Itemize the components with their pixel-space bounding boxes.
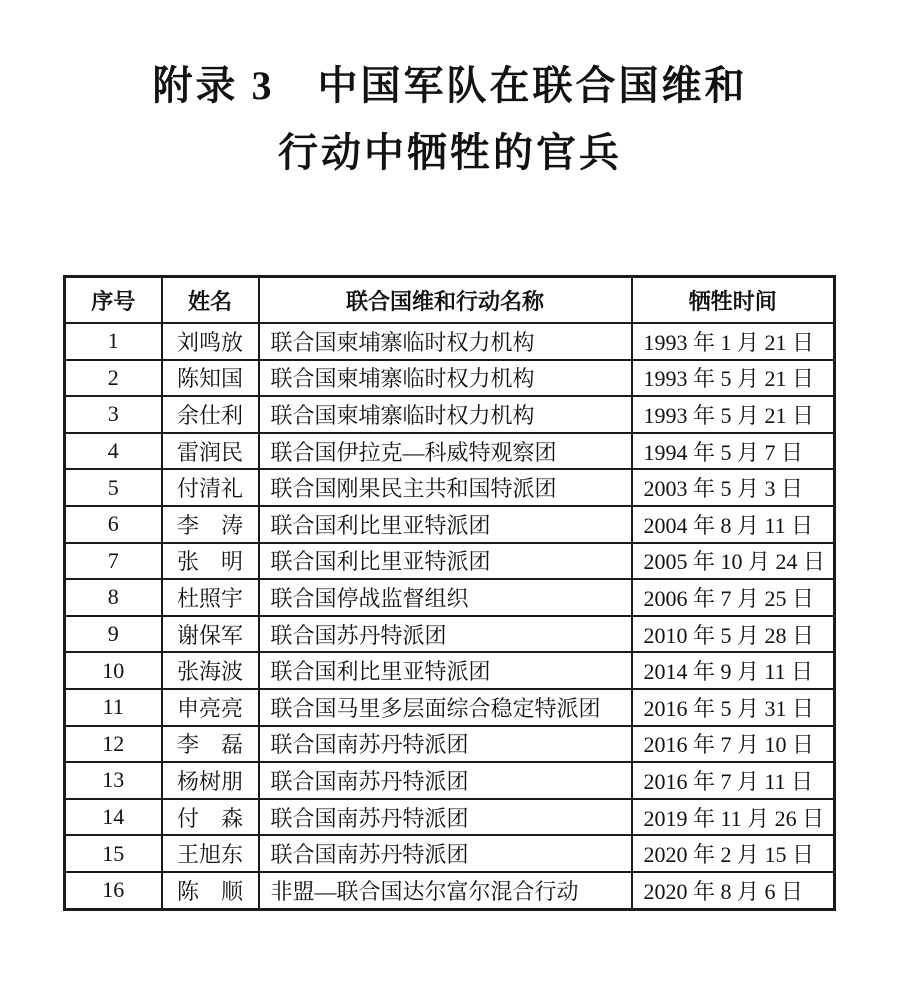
cell-date: 2010 年 5 月 28 日: [632, 616, 835, 653]
cell-operation: 联合国南苏丹特派团: [259, 835, 632, 872]
cell-name: 张 明: [162, 543, 259, 580]
cell-name: 刘鸣放: [162, 323, 259, 360]
cell-index: 12: [65, 726, 162, 763]
table-row: [65, 323, 835, 360]
header-cell-date: 牺牲时间: [632, 277, 835, 324]
cell-operation: 联合国苏丹特派团: [259, 616, 632, 653]
cell-operation: 联合国柬埔寨临时权力机构: [259, 323, 632, 360]
header-cell-name: 姓名: [162, 277, 259, 324]
cell-date: 2016 年 7 月 10 日: [632, 726, 835, 763]
cell-date: 2020 年 2 月 15 日: [632, 835, 835, 872]
cell-index: 2: [65, 360, 162, 397]
table-row: [65, 396, 835, 433]
table-row: [65, 835, 835, 872]
table-row: [65, 616, 835, 653]
cell-date: 2004 年 8 月 11 日: [632, 506, 835, 543]
casualties-table: [63, 275, 836, 911]
cell-index: 11: [65, 689, 162, 726]
cell-name: 杜照宇: [162, 579, 259, 616]
table-row: [65, 689, 835, 726]
header-cell-index: 序号: [65, 277, 162, 324]
table-body: [65, 323, 835, 909]
cell-operation: 联合国柬埔寨临时权力机构: [259, 396, 632, 433]
table-row: [65, 506, 835, 543]
table-row: [65, 543, 835, 580]
cell-index: 7: [65, 543, 162, 580]
cell-index: 10: [65, 652, 162, 689]
table-header: [65, 277, 835, 324]
cell-operation: 联合国南苏丹特派团: [259, 762, 632, 799]
cell-index: 1: [65, 323, 162, 360]
page-title-line-2: 行动中牺牲的官兵: [278, 130, 622, 175]
cell-name: 余仕利: [162, 396, 259, 433]
page-title: [0, 52, 900, 186]
cell-date: 2019 年 11 月 26 日: [632, 799, 835, 836]
header-row: [65, 277, 835, 324]
cell-index: 9: [65, 616, 162, 653]
cell-name: 雷润民: [162, 433, 259, 470]
cell-operation: 联合国南苏丹特派团: [259, 799, 632, 836]
table-row: [65, 762, 835, 799]
cell-index: 13: [65, 762, 162, 799]
cell-index: 14: [65, 799, 162, 836]
cell-date: 1993 年 5 月 21 日: [632, 396, 835, 433]
cell-name: 李 涛: [162, 506, 259, 543]
cell-name: 陈知国: [162, 360, 259, 397]
cell-date: 2003 年 5 月 3 日: [632, 469, 835, 506]
cell-operation: 联合国利比里亚特派团: [259, 543, 632, 580]
cell-date: 2005 年 10 月 24 日: [632, 543, 835, 580]
cell-date: 1994 年 5 月 7 日: [632, 433, 835, 470]
cell-operation: 联合国利比里亚特派团: [259, 506, 632, 543]
cell-name: 王旭东: [162, 835, 259, 872]
cell-index: 8: [65, 579, 162, 616]
cell-operation: 联合国柬埔寨临时权力机构: [259, 360, 632, 397]
table-row: [65, 579, 835, 616]
table-row: [65, 360, 835, 397]
cell-operation: 非盟—联合国达尔富尔混合行动: [259, 872, 632, 909]
header-cell-operation: 联合国维和行动名称: [259, 277, 632, 324]
cell-name: 李 磊: [162, 726, 259, 763]
cell-operation: 联合国伊拉克—科威特观察团: [259, 433, 632, 470]
cell-index: 6: [65, 506, 162, 543]
cell-date: 2006 年 7 月 25 日: [632, 579, 835, 616]
cell-name: 付清礼: [162, 469, 259, 506]
cell-date: 1993 年 1 月 21 日: [632, 323, 835, 360]
cell-name: 付 森: [162, 799, 259, 836]
cell-operation: 联合国利比里亚特派团: [259, 652, 632, 689]
cell-date: 1993 年 5 月 21 日: [632, 360, 835, 397]
cell-operation: 联合国停战监督组织: [259, 579, 632, 616]
table-row: [65, 433, 835, 470]
cell-date: 2016 年 7 月 11 日: [632, 762, 835, 799]
cell-operation: 联合国南苏丹特派团: [259, 726, 632, 763]
cell-index: 16: [65, 872, 162, 909]
cell-name: 杨树朋: [162, 762, 259, 799]
cell-index: 15: [65, 835, 162, 872]
cell-name: 谢保军: [162, 616, 259, 653]
cell-name: 陈 顺: [162, 872, 259, 909]
cell-index: 3: [65, 396, 162, 433]
cell-date: 2014 年 9 月 11 日: [632, 652, 835, 689]
cell-index: 4: [65, 433, 162, 470]
cell-date: 2020 年 8 月 6 日: [632, 872, 835, 909]
cell-name: 申亮亮: [162, 689, 259, 726]
table-row: [65, 799, 835, 836]
page-title-line-1: 附录 3 中国军队在联合国维和: [152, 63, 748, 108]
table-row: [65, 652, 835, 689]
table-row: [65, 469, 835, 506]
cell-index: 5: [65, 469, 162, 506]
table-row: [65, 872, 835, 909]
cell-operation: 联合国马里多层面综合稳定特派团: [259, 689, 632, 726]
cell-name: 张海波: [162, 652, 259, 689]
cell-operation: 联合国刚果民主共和国特派团: [259, 469, 632, 506]
cell-date: 2016 年 5 月 31 日: [632, 689, 835, 726]
table-row: [65, 726, 835, 763]
